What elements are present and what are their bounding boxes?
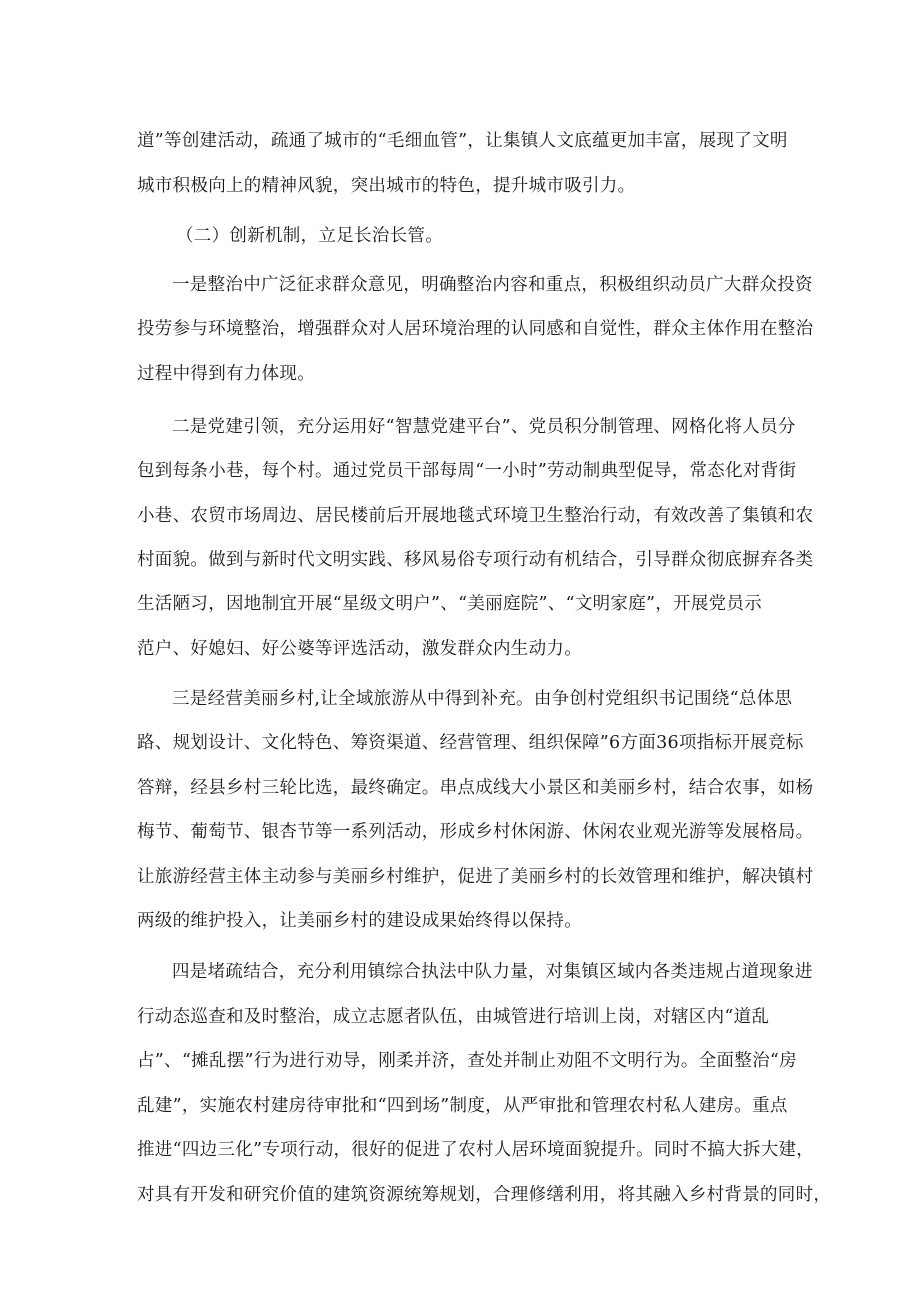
text-line: 梅节、葡萄节、银杏节等一系列活动，形成乡村休闲游、休闲农业观光游等发展格局。 <box>137 822 814 842</box>
text-line: 两级的维护投入，让美丽乡村的建设成果始终得以保持。 <box>137 911 582 931</box>
text-line: 二是党建引领，充分运用好“智慧党建平台”、党员积分制管理、网格化将人员分 <box>172 417 796 437</box>
text-line: 范户、好媳妇、好公婆等评选活动，激发群众内生动力。 <box>137 639 582 659</box>
text-line: 村面貌。做到与新时代文明实践、移风易俗专项行动有机结合，引导群众彻底摒弃各类 <box>137 550 814 570</box>
text-line: 过程中得到有力体现。 <box>137 364 315 384</box>
text-line: 对具有开发和研究价值的建筑资源统筹规划，合理修缮利用，将其融入乡村背景的同时， <box>137 1185 832 1205</box>
text-line: 行动态巡查和及时整治，成立志愿者队伍，由城管进行培训上岗，对辖区内“道乱 <box>137 1007 770 1027</box>
text-line: 包到每条小巷，每个村。通过党员干部每周“一小时”劳动制典型促导，常态化对背街 <box>137 461 797 481</box>
text-line: 让旅游经营主体主动参与美丽乡村维护，促进了美丽乡村的长效管理和维护，解决镇村 <box>137 867 814 887</box>
text-line: 投劳参与环境整治，增强群众对人居环境治理的认同感和自觉性，群众主体作用在整治 <box>137 319 814 339</box>
text-line: 路、规划设计、文化特色、筹资渠道、经营管理、组织保障”6方面36项指标开展竞标 <box>137 733 804 753</box>
text-line: 道”等创建活动，疏通了城市的“毛细血管”，让集镇人文底蕴更加丰富，展现了文明 <box>137 131 788 151</box>
text-line: 四是堵疏结合，充分利用镇综合执法中队力量，对集镇区域内各类违规占道现象进 <box>172 962 813 982</box>
text-line: 占”、“摊乱摆”行为进行劝导，刚柔并济，查处并制止劝阻不文明行为。全面整治“房 <box>137 1051 797 1071</box>
text-line: 一是整治中广泛征求群众意见，明确整治内容和重点，积极组织动员广大群众投资 <box>172 275 813 295</box>
section-heading: （二）创新机制，立足长治长管。 <box>176 226 443 246</box>
text-line: 答辩，经县乡村三轮比选，最终确定。串点成线大小景区和美丽乡村，结合农事，如杨 <box>137 778 814 798</box>
text-line: 城市积极向上的精神风貌，突出城市的特色，提升城市吸引力。 <box>137 176 636 196</box>
text-line: 生活陋习，因地制宜开展“星级文明户”、“美丽庭院”、“文明家庭”，开展党员示 <box>137 594 763 614</box>
text-line: 三是经营美丽乡村,让全域旅游从中得到补充。由争创村党组织书记围绕“总体思 <box>172 689 793 709</box>
text-line: 小巷、农贸市场周边、居民楼前后开展地毯式环境卫生整治行动，有效改善了集镇和农 <box>137 506 814 526</box>
text-line: 推进“四边三化”专项行动，很好的促进了农村人居环境面貌提升。同时不搞大拆大建， <box>137 1140 815 1160</box>
text-line: 乱建”，实施农村建房待审批和“四到场”制度，从严审批和管理农村私人建房。重点 <box>137 1096 788 1116</box>
